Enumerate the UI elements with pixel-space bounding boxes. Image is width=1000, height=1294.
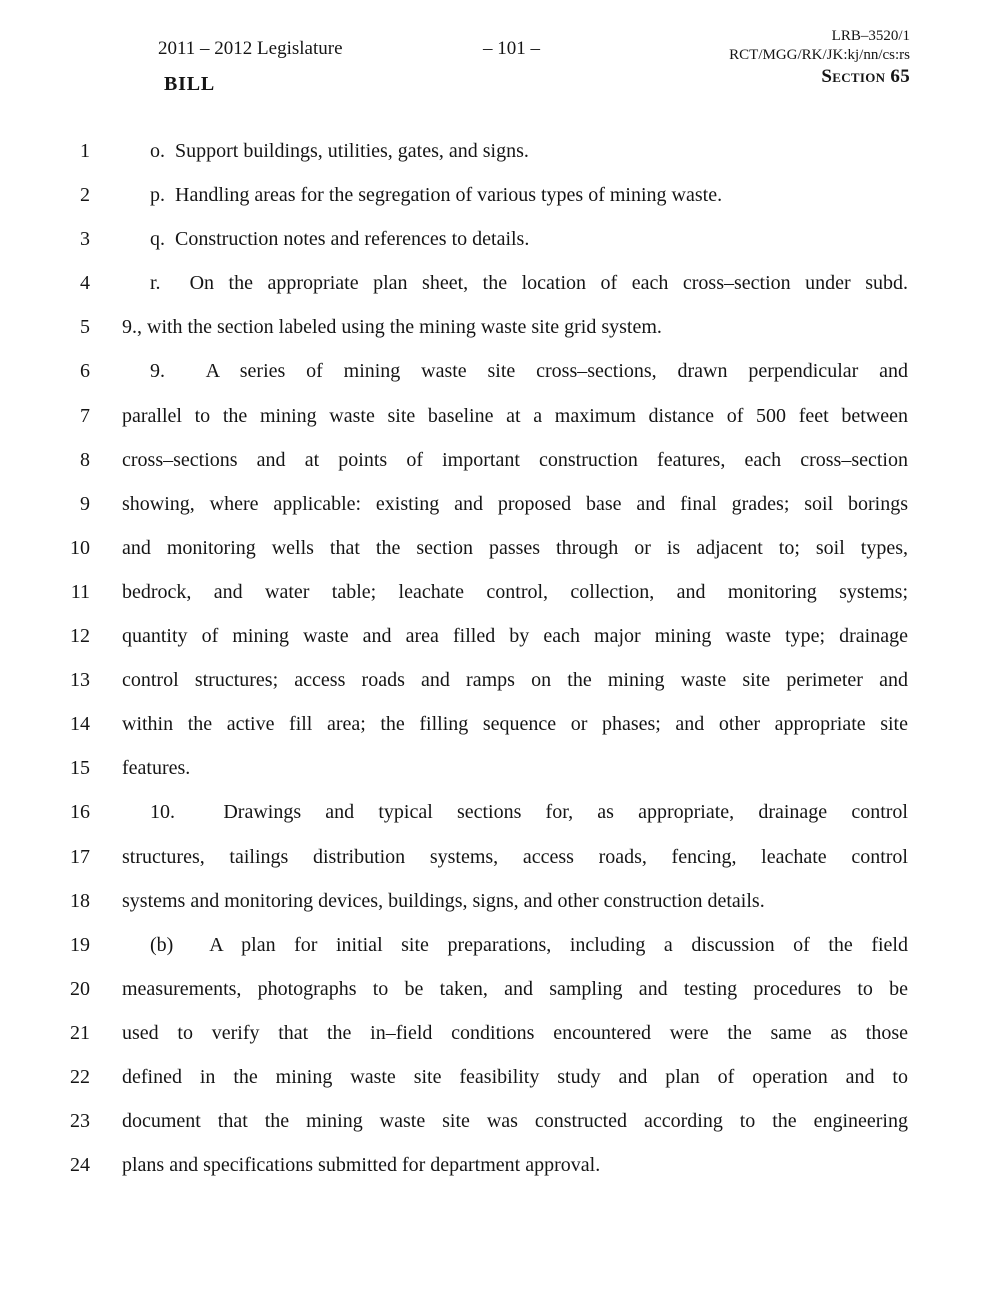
line-text: r. On the appropriate plan sheet, the location of each cross–section under subd. — [150, 272, 908, 295]
line-number: 8 — [80, 448, 90, 471]
line-number: 21 — [70, 1021, 90, 1044]
line-number: 1 — [80, 140, 90, 162]
page-number: – 101 – — [483, 38, 540, 59]
line-text: 9. A series of mining waste site cross–sections, drawn perpendicular and — [150, 360, 908, 383]
text-line — [0, 570, 1000, 614]
text-line — [0, 702, 1000, 746]
text-line — [0, 1055, 1000, 1099]
line-text: features. — [122, 757, 191, 780]
text-line — [0, 129, 1000, 173]
document-body — [0, 129, 1000, 1187]
line-number: 19 — [70, 933, 90, 956]
drafting-initials: RCT/MGG/RK/JK:kj/nn/cs:rs — [729, 47, 910, 63]
text-line — [0, 658, 1000, 702]
line-text: bedrock, and water table; leachate control, collection, and monitoring systems; — [122, 580, 908, 603]
line-number: 11 — [70, 580, 90, 603]
text-line — [0, 1143, 1000, 1187]
line-number: 13 — [70, 669, 90, 692]
line-number: 2 — [80, 184, 90, 207]
text-line — [0, 879, 1000, 923]
text-line — [0, 614, 1000, 658]
line-number: 14 — [70, 713, 90, 736]
lrb-number: LRB–3520/1 — [831, 28, 910, 44]
text-line — [0, 835, 1000, 879]
line-text: (b) A plan for initial site preparations, including a discussion of the field — [150, 933, 908, 956]
line-text: quantity of mining waste and area filled by each major mining waste type; drainage — [122, 625, 908, 648]
line-number: 12 — [70, 625, 90, 648]
text-line — [0, 1011, 1000, 1055]
text-line — [0, 790, 1000, 834]
line-text: used to verify that the in–field conditions encountered were the same as those — [122, 1021, 908, 1044]
line-text: measurements, photographs to be taken, and sampling and testing procedures to be — [122, 977, 908, 1000]
line-text: parallel to the mining waste site baseline at a maximum distance of 500 feet between — [122, 404, 908, 427]
line-text: 9., with the section labeled using the mining waste site grid system. — [122, 316, 662, 339]
text-line — [0, 746, 1000, 790]
line-number: 24 — [70, 1154, 90, 1177]
text-line — [0, 349, 1000, 393]
text-line — [0, 438, 1000, 482]
line-text: document that the mining waste site was constructed according to the engineering — [122, 1110, 908, 1133]
line-number: 6 — [80, 360, 90, 383]
line-text: control structures; access roads and ramps on the mining waste site perimeter and — [122, 669, 908, 692]
line-text: q. Construction notes and references to details. — [150, 228, 530, 251]
line-number: 22 — [70, 1065, 90, 1088]
text-line — [0, 173, 1000, 217]
line-number: 16 — [70, 801, 90, 824]
text-line — [0, 217, 1000, 261]
text-line — [0, 526, 1000, 570]
text-line — [0, 305, 1000, 349]
line-text: plans and specifications submitted for department approval. — [122, 1154, 601, 1177]
line-text: cross–sections and at points of important construction features, each cross–section — [122, 448, 908, 471]
text-line — [0, 1099, 1000, 1143]
text-line — [0, 261, 1000, 305]
legislature-session: 2011 – 2012 Legislature — [158, 38, 343, 59]
line-text: within the active fill area; the filling sequence or phases; and other appropriate site — [122, 713, 908, 736]
section-heading: Section 65 — [821, 66, 910, 87]
header-right-block — [729, 27, 910, 89]
line-number: 17 — [70, 845, 90, 868]
line-text: structures, tailings distribution systems, access roads, fencing, leachate control — [122, 845, 908, 868]
line-text: defined in the mining waste site feasibility study and plan of operation and to — [122, 1065, 908, 1088]
line-text: p. Handling areas for the segregation of various types of mining waste. — [150, 184, 723, 207]
bill-heading: BILL — [164, 73, 216, 95]
line-number: 20 — [70, 977, 90, 1000]
line-number: 23 — [70, 1110, 90, 1133]
line-text: showing, where applicable: existing and proposed base and final grades; soil borings — [122, 492, 908, 515]
line-number: 7 — [80, 404, 90, 427]
line-text: 10. Drawings and typical sections for, as appropriate, drainage control — [150, 801, 908, 824]
text-line — [0, 394, 1000, 438]
text-line — [0, 482, 1000, 526]
line-number: 3 — [80, 228, 90, 251]
line-number: 5 — [80, 316, 90, 339]
line-number: 15 — [70, 757, 90, 780]
text-line — [0, 967, 1000, 1011]
text-line — [0, 923, 1000, 967]
line-number: 9 — [80, 492, 90, 515]
line-number: 18 — [70, 889, 90, 912]
line-number: 10 — [70, 536, 90, 559]
line-number: 4 — [80, 272, 90, 295]
line-text: o. Support buildings, utilities, gates, and signs. — [150, 140, 529, 162]
line-text: and monitoring wells that the section passes through or is adjacent to; soil types, — [122, 536, 908, 559]
line-text: systems and monitoring devices, buildings, signs, and other construction details. — [122, 889, 765, 912]
